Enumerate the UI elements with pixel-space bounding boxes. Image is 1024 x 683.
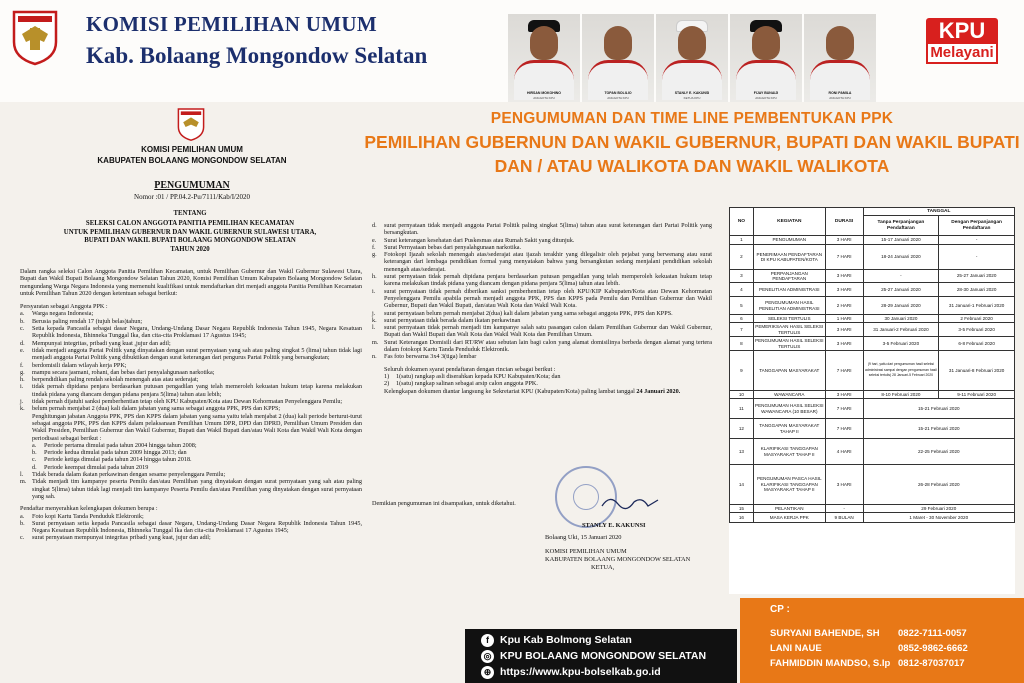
cell-tanpa: 30 Januari 2020 [863, 315, 939, 323]
timeline-title-line3: DAN / ATAU WALIKOTA DAN WAKIL WALIKOTA [494, 156, 890, 176]
cell-dengan: 28-30 Januari 2020 [939, 283, 1015, 297]
cell-no: 16 [730, 513, 754, 523]
list-marker: 1) [384, 372, 390, 380]
cell-durasi: 3 HARI [825, 323, 863, 337]
list-item [372, 317, 712, 324]
contact-row [770, 628, 1020, 639]
list-marker: k. [372, 316, 377, 324]
member-photo [730, 14, 802, 102]
cell-tanpa: 28-29 Januari 2020 [863, 297, 939, 315]
list-text: Periode keempat dimulai pada tahun 2019 [44, 463, 149, 471]
list-text: Berusia paling rendah 17 (tujuh belas)tahun; [32, 317, 143, 325]
list-item [32, 449, 362, 456]
cell-dengan: 3-5 Februari 2020 [939, 323, 1015, 337]
cell-no: 7 [730, 323, 754, 337]
cell-durasi: 7 HARI [825, 399, 863, 419]
list-text: Foto kopi Kartu Tanda Penduduk Elektronik; [32, 512, 144, 520]
list-marker: d. [372, 222, 377, 229]
list-text: mampu secara jasmani, rohani, dan bebas dari penyalahgunaan narkotika; [32, 368, 215, 376]
cell-durasi: 4 HARI [825, 439, 863, 465]
cell-dengan: 6-8 Februari 2020 [939, 337, 1015, 351]
facebook-icon: f [481, 634, 494, 647]
cell-no: 4 [730, 283, 754, 297]
cell-no: 5 [730, 297, 754, 315]
header-title [86, 12, 427, 69]
member-name: FIJAY BUNAIJI [753, 91, 779, 95]
periods-list [20, 442, 362, 471]
list-marker: a. [20, 310, 25, 318]
list-item [20, 398, 362, 405]
timeline-row [730, 315, 1015, 323]
cell-durasi: 3 HARI [825, 337, 863, 351]
doc-subject-line: UNTUK PEMILIHAN GUBERNUR DAN WAKIL GUBERNUR SULAWESI UTARA, [63, 228, 317, 236]
list-marker: f. [20, 361, 24, 369]
timeline-table [729, 207, 1015, 523]
kpu-melayani-badge [926, 18, 998, 66]
cell-no: 15 [730, 505, 754, 513]
timeline-title-line2: PEMILIHAN GUBERNUN DAN WAKIL GUBERNUR, BUPATI DAN WAKIL BUPATI [364, 132, 1020, 152]
list-item [20, 376, 362, 383]
list-text: tidak pernah dijatuhi sanksi pemberhentian tetap oleh KPU Kabupaten/Kota atau Dewan Kehormatan Penyelenggara Pemilu; [32, 398, 343, 406]
timeline-row [730, 399, 1015, 419]
contact-name: FAHMIDDIN MANDSO, S.Ip [770, 658, 891, 669]
list-marker: d. [32, 463, 37, 471]
contact-phone[interactable]: 0812-87037017 [898, 658, 965, 669]
timeline-row [730, 236, 1015, 245]
cell-kegiatan: TANGGAPAN MASYARAKAT [753, 351, 825, 391]
list-text: tidak pernah dipidana penjara berdasarkan putusan pengadilan yang telah memeroleh kekuatan hukum tetap karena melakukan tindak pidana yang diancam dengan pidana penjara 5(lima) tahun atau lebih; [32, 383, 362, 398]
list-marker: a. [20, 512, 25, 520]
list-text: Tidak menjadi tim kampanye peserta Pemilu dan/atau Pemilihan yang dinyatakan dengan surat pernyataan yang sah atau paling singkat 5(lima) tahun tidak lagi menjadi tim kampanye Peserta Pemilu dan/atau Pemilihan yang dinyatakan dengan surat pernyataan yang sah. [32, 478, 362, 500]
cell-durasi: 3 HARI [825, 236, 863, 245]
col-header-tanggal: TANGGAL [863, 208, 1014, 216]
cell-kegiatan: TANGGAPAN MASYARAKAT TAHAP II [753, 419, 825, 439]
list-text: 1(satu) rangkap salinan sebagai arsip calon anggota PPK. [396, 380, 538, 388]
member-photo [508, 14, 580, 102]
doc-intro: Dalam rangka seleksi Calon Anggota Panitia Pemilihan Kecamatan, untuk Pemilihan Gubernur dan Wakil Gubernur Sulawesi Utara, Bupati dan Wakil Bupati Bolaang Mongondow Selatan Tahun 2020, Komisi Pemilihan Umum Kabupaten Bolaang Mongondow Selatan mengundang Warga Negara Indonesia yang memenuhi kualifikasi untuk mendaftarkan diri menjadi anggota Panitia Pemilihan Kecamatan untuk Pemilihan Tahun 2020 dengan ketentuan sebagai berikut: [20, 268, 362, 297]
cell-durasi: 3 HARI [825, 270, 863, 283]
list-marker: k. [20, 405, 25, 413]
list-item [20, 513, 362, 520]
instagram-icon: ◎ [481, 650, 494, 663]
list-text: Periode pertama dimulai pada tahun 2004 hingga tahun 2008; [44, 441, 197, 449]
cell-kegiatan: WAWANCARA [753, 391, 825, 399]
list-item [20, 340, 362, 347]
cell-no: 14 [730, 465, 754, 505]
member-role: ANGGOTA KPU [829, 96, 851, 100]
list-item [384, 380, 712, 387]
list-text: Setia kepada Pancasila sebagai dasar Negara, Undang-Undang Dasar Negara Republik Indonesia Tahun 1945, Negara Kesatuan Republik Indonesia, Bhinneka Tunggal Ika, dan cita-cita Proklamasi 17 Agustus 1945; [32, 325, 362, 340]
list-text: 1(satu) rangkap asli diserahkan kepada KPU Kabupaten/Kota; dan [396, 372, 561, 380]
cell-durasi: 3 HARI [825, 391, 863, 399]
doc-tentang: TENTANG [173, 210, 207, 217]
list-text: Surat Pernyataan bebas dari penyalahgunaan narkotika. [384, 243, 522, 251]
list-text: Surat Keterangan Domisili dari RT/RW atau sebutan lain bagi calon yang alamat domisilinya berbeda dengan alamat yang tertera dalam fotokopi Kartu Tanda Penduduk Elektronik. [384, 338, 712, 354]
kpu-logo-icon [10, 8, 60, 66]
member-photos [508, 14, 878, 104]
list-marker: e. [20, 346, 25, 354]
doc-org-line1: KOMISI PEMILIHAN UMUM [141, 145, 243, 154]
list-text: surat pernyataan tidak pernah menjadi tim kampanye salah satu pasangan calon dalam Pemilihan Gubernur dan Wakil Gubernur, Bupati dan Wakil Bupati dan Wali Kota dan Wakil Wali Kota dan Pemilihan Umum. [384, 324, 712, 339]
doc-signature-block [545, 534, 715, 572]
timeline-row [730, 419, 1015, 439]
cell-tanpa: 1 Maret - 30 November 2020 [863, 513, 1014, 523]
cell-tanpa: 22-25 Februari 2020 [863, 439, 1014, 465]
place-date: Bolaang Uki, 15 Januari 2020 [545, 534, 622, 541]
cell-tanpa: 8-10 Februari 2020 [863, 391, 939, 399]
col-header-tanpa: Tanpa Perpanjangan Pendaftaran [863, 216, 939, 236]
cell-dengan: 9-11 Februari 2020 [939, 391, 1015, 399]
member-role: ANGGOTA KPU [533, 96, 555, 100]
list-text: surat pernyataan mempunyai integritas pribadi yang kuat, jujur dan adil; [32, 534, 211, 542]
list-text: Surat keterangan kesehatan dari Puskesmas atau Rumah Sakit yang ditunjuk. [384, 236, 575, 244]
cell-tanpa: 15-21 Februari 2020 [863, 399, 1014, 419]
list-item [20, 520, 362, 535]
signature-icon [600, 492, 660, 512]
list-text: Surat pernyataan setia kepada Pancasila sebagai dasar Negara, Undang-Undang Dasar Negara Republik Indonesia Tahun 1945, Negara Kesatuan Republik Indonesia, Bhinneka Tunggal Ika dan cita-cita Proklamasi 17 Agustus 1945; [32, 519, 362, 535]
member-name: STANLY E. KAKUNSI [674, 91, 710, 95]
cell-kegiatan: PENGUMUMAN HASIL PENELITIAN ADMINISTRASI [753, 297, 825, 315]
cell-kegiatan: MASA KERJA PPK [753, 513, 825, 523]
sign-org2: KABUPATEN BOLAANG MONGONDOW SELATAN [545, 556, 691, 563]
cell-no: 12 [730, 419, 754, 439]
submission-list [372, 373, 712, 388]
list-marker: j. [20, 398, 24, 406]
timeline-row [730, 391, 1015, 399]
contact-name: SURYANI BAHENDE, SH [770, 628, 880, 639]
req-heading: Persyaratan sebagai Anggota PPK : [20, 303, 108, 311]
list-item [20, 362, 362, 369]
instagram-link[interactable] [481, 648, 706, 664]
cell-durasi: - [825, 505, 863, 513]
timeline-row [730, 297, 1015, 315]
contact-label: CP : [770, 604, 790, 615]
timeline-row [730, 283, 1015, 297]
cell-no: 10 [730, 391, 754, 399]
doc-heading: PENGUMUMAN [154, 180, 230, 191]
doc-closing: Demikian pengumuman ini disampaikan, untuk diketahui. [372, 500, 516, 507]
cell-no: 2 [730, 245, 754, 270]
cell-tanpa: 31 Januari-2 Februari 2020 [863, 323, 939, 337]
cell-no: 13 [730, 439, 754, 465]
timeline-body [730, 236, 1015, 523]
list-marker: l. [20, 471, 24, 479]
list-marker: c. [32, 456, 37, 464]
cell-kegiatan: KLARIFIKASI TANGGAPAN MASYARAKAT TAHAP II [753, 439, 825, 465]
cell-dengan: 25-27 Januari 2020 [939, 270, 1015, 283]
list-text: Fotokopi Ijazah sekolah menengah atas/sederajat atau ijazah terakhir yang dilegalisir oleh pejabat yang berwenang atau surat keterangan dari lembaga pendidikan formal yang menyatakan bahwa yang bersangkutan sedang menjalani pendidikan sekolah menengah atas/sederajat. [384, 251, 712, 273]
social-media-bar [465, 629, 737, 683]
cell-no: 9 [730, 351, 754, 391]
list-text: Periode kedua dimulai pada tahun 2009 hingga 2013; dan [44, 449, 187, 457]
header [0, 0, 1024, 102]
member-role: ANGGOTA KPU [607, 96, 629, 100]
list-marker: g. [372, 251, 377, 259]
col-header-kegiatan: KEGIATAN [753, 208, 825, 236]
list-marker: c. [20, 534, 25, 542]
docs-heading: Pendaftar menyerahkan kelengkapan dokumen berupa : [20, 505, 158, 513]
cell-tanpa: 26-28 Februari 2020 [863, 465, 1014, 505]
cell-dengan: - [939, 236, 1015, 245]
list-marker: n. [372, 353, 377, 361]
list-marker: m. [372, 338, 379, 346]
timeline-table-wrap [729, 207, 1015, 594]
list-marker: l. [372, 324, 376, 332]
req-k-note: Penghitungan jabatan Anggota PPK, PPS dan KPPS dalam jabatan yang sama yaitu telah menjabat 2 (dua) kali periode berturut-turut sebagai anggota PPK, PPS dan KPPS dalam pelaksanaan Pemilihan Umum DPR, DPD dan DPRD, Pemilihan Umum Presiden dan Wakil Presiden, Pemilihan Gubernur dan Wakil Gubernur, Bupati dan Wakil Bupati dan/atau Wali Kota dan Wakil Wali Kota dengan periodisasi sebagai berikut : [32, 412, 362, 442]
cell-kegiatan: PENGUMUMAN HASIL SELEKSI WAWANCARA (10 BESAR) [753, 399, 825, 419]
cell-kegiatan: SELEKSI TERTULIS [753, 315, 825, 323]
list-text: Fas foto berwarna 3x4 3(tiga) lembar [384, 353, 477, 361]
list-item [20, 325, 362, 340]
list-marker: h. [20, 376, 25, 384]
announcement-document [0, 102, 720, 683]
cell-tanpa: 15-17 Januari 2020 [863, 236, 939, 245]
timeline-row [730, 351, 1015, 391]
list-marker: f. [372, 243, 376, 251]
list-item [372, 273, 712, 288]
badge-bottom: Melayani [926, 44, 998, 64]
cell-kegiatan: PEMERIKSAAN HASIL SELEKSI TERTULIS [755, 324, 824, 335]
list-marker: b. [20, 519, 25, 527]
timeline-row [730, 337, 1015, 351]
header-title-line2: Kab. Bolaang Mongondow Selatan [86, 43, 428, 68]
list-text: surat pernyataan tidak pernah diberikan sanksi pemberhentian tetap oleh KPU/KIP Kabupaten/Kota atau Dewan Kehormatan Penyelenggara Pemilu apabila pernah menjadi anggota PPK, PPS dan KPPS pada Pemilu dan Pemilihan Gubernur dan Wakil Gubernur, Bupati dan Wakil Bupati, dan/atau Wali Kota dan Wakil Wali Kota. [384, 287, 712, 310]
member-role: KETUA KPU [683, 96, 701, 100]
list-item [20, 383, 362, 398]
doc-subject-line: BUPATI DAN WAKIL BUPATI BOLAANG MONGONDOW SELATAN [84, 237, 296, 245]
col-header-dengan: Dengan Perpanjangan Pendaftaran [939, 216, 1015, 236]
badge-top: KPU [926, 18, 998, 44]
list-marker: m. [20, 478, 27, 486]
cell-kegiatan: PERPANJANGAN PENDAFTARAN [753, 270, 825, 283]
facebook-label: Kpu Kab Bolmong Selatan [500, 634, 632, 646]
deadline-date: 24 Januari 2020. [636, 387, 681, 395]
contact-phone[interactable]: 0852-9862-6662 [898, 643, 968, 654]
list-text: berdomisili dalam wilayah kerja PPK; [32, 361, 127, 369]
cell-kegiatan: PENERIMAAN PENDAFTARAN DI KPU KABUPATEN/KOTA [753, 245, 825, 270]
cell-no: 3 [730, 270, 754, 283]
timeline-row [730, 270, 1015, 283]
timeline-row [730, 323, 1015, 337]
list-marker: h. [372, 273, 377, 281]
instagram-label: KPU BOLAANG MONGONDOW SELATAN [500, 650, 707, 662]
list-item [20, 318, 362, 325]
timeline-row [730, 505, 1015, 513]
doc-subject-line: SELEKSI CALON ANGGOTA PANITIA PEMILIHAN KECAMATAN [85, 220, 295, 228]
cell-kegiatan: PELANTIKAN [753, 505, 825, 513]
list-text: surat pernyataan belum pernah menjabat 2(dua) kali dalam jabatan yang sama sebagai anggota PPK, PPS dan KPPS. [384, 309, 673, 317]
member-name: HIRSAN MOKOHINO [526, 91, 562, 95]
member-role: ANGGOTA KPU [755, 96, 777, 100]
sign-org1: KOMISI PEMILIHAN UMUM [545, 548, 627, 555]
contact-phone[interactable]: 0822-7111-0057 [898, 628, 967, 639]
cell-durasi: 3 HARI [825, 283, 863, 297]
list-item [20, 534, 362, 541]
cell-no: 11 [730, 399, 754, 419]
doc-column-left [20, 268, 362, 542]
list-item [372, 288, 712, 310]
cell-kegiatan: PENELITIAN ADMINISTRASI [753, 283, 825, 297]
list-marker: e. [372, 236, 377, 244]
cell-no: 1 [730, 236, 754, 245]
doc-subject [20, 210, 360, 254]
cell-dengan: 31 Januari-8 Februari 2020 [939, 351, 1015, 391]
cell-dengan: 2 Februari 2020 [939, 315, 1015, 323]
list-item [32, 456, 362, 463]
cell-durasi: 7 HARI [825, 245, 863, 270]
doc-number: Nomor :01 / PP.04.2-Pu/7111/Kab/I/2020 [134, 193, 250, 201]
cell-no: 6 [730, 315, 754, 323]
list-marker: i. [20, 383, 24, 391]
timeline-row [730, 513, 1015, 523]
cell-durasi: 7 HARI [825, 419, 863, 439]
list-marker: b. [32, 449, 37, 457]
list-item [32, 442, 362, 449]
deadline [372, 388, 712, 395]
list-item [20, 347, 362, 362]
contact-panel [740, 598, 1024, 683]
contact-name: LANI NAUE [770, 643, 822, 654]
list-item [372, 310, 712, 317]
header-title-line1: KOMISI PEMILIHAN UMUM [86, 12, 377, 36]
cell-durasi: 7 HARI [825, 351, 863, 391]
timeline-title [360, 108, 1024, 178]
list-item [20, 471, 362, 478]
list-text: berpendidikan paling rendah sekolah menengah atas atau sederajat; [32, 376, 199, 384]
contact-row [770, 658, 1020, 669]
doc-org-line2: KABUPATEN BOLAANG MONGONDOW SELATAN [97, 156, 287, 165]
list-item [20, 310, 362, 317]
list-text: surat pernyataan tidak berada dalam ikatan perkawinan [384, 316, 521, 324]
list-item [20, 478, 362, 500]
doc-organization [92, 144, 292, 166]
timeline-row [730, 439, 1015, 465]
list-marker: d. [20, 339, 25, 347]
doc-subject-line: TAHUN 2020 [170, 245, 210, 253]
cell-durasi: 1 HARI [825, 315, 863, 323]
timeline-title-line1: PENGUMUMAN DAN TIME LINE PEMBENTUKAN PPK [490, 110, 894, 127]
facebook-link[interactable] [481, 632, 632, 648]
website-label: https://www.kpu-bolselkab.go.id [500, 666, 661, 678]
list-marker: c. [20, 325, 25, 333]
kpu-logo-icon [176, 106, 206, 142]
col-header-durasi: DURASI [825, 208, 863, 236]
list-marker: b. [20, 317, 25, 325]
cell-tanpa: 29 Februari 2020 [863, 505, 1014, 513]
list-item [32, 464, 362, 471]
website-link[interactable] [481, 664, 661, 680]
list-text: Periode ketiga dimulai pada tahun 2014 hingga tahun 2018. [44, 456, 192, 464]
list-marker: a. [32, 441, 37, 449]
list-item [20, 405, 362, 412]
signer-name: STANLY E. KAKUNSI [582, 522, 646, 529]
timeline-row [730, 465, 1015, 505]
member-name: TOPAN BOLILIO [604, 91, 632, 95]
list-item [372, 251, 712, 273]
list-item [372, 237, 712, 244]
list-text: Warga negara Indonesia; [32, 310, 94, 318]
requirements-list-2 [20, 471, 362, 500]
cell-kegiatan: PENGUMUMAN PASCA HASIL KLARIFIKASI TANGGAPAN MASYARAKAT TAHAP II [753, 465, 825, 505]
cell-kegiatan: PENGUMUMAN [753, 236, 825, 245]
list-marker: i. [372, 287, 376, 295]
contact-row [770, 643, 1020, 654]
cell-dengan: 31 Januari-1 Februari 2020 [939, 297, 1015, 315]
documents-list-2 [372, 222, 712, 361]
list-item [372, 353, 712, 360]
list-marker: 2) [384, 380, 390, 388]
documents-list [20, 513, 362, 542]
list-marker: j. [372, 309, 376, 317]
list-item [372, 222, 712, 237]
cell-tanpa: (9 hari, yaitu dari pengumuman hasil seleksi administrasi sampai dengan pengumuman hasil seleksi tertulis) 28 Januari-5 Februari 2020 [863, 351, 939, 391]
cell-dengan: - [939, 245, 1015, 270]
doc-column-right [372, 222, 712, 395]
cell-durasi: 3 HARI [825, 465, 863, 505]
col-header-no: NO [730, 208, 754, 236]
list-item [20, 369, 362, 376]
list-item [372, 339, 712, 354]
timeline-row [730, 245, 1015, 270]
list-text: surat pernyataan tidak pernah dipidana penjara berdasarkan putusan pengadilan yang telah memperoleh kekuatan hukum tetap karena melakukan tindak pidana yang diancam dengan pidana penjara 5(lima) tahun atau lebih. [384, 273, 712, 288]
cell-tanpa: 3-5 Februari 2020 [863, 337, 939, 351]
list-item [372, 324, 712, 339]
cell-tanpa: 15-21 Februari 2020 [863, 419, 1014, 439]
list-text: belum pernah menjabat 2 (dua) kali dalam jabatan yang sama sebagai anggota PPK, PPS dan KPPS; [32, 405, 281, 413]
list-text: tidak menjadi anggota Partai Politik yang dinyatakan dengan surat pernyataan yang sah atau paling singkat 5 (lima) tahun tidak lagi menjadi anggota Partai Politik yang dibuktikan dengan surat keterangan dari pengurus Partai Politik yang bersangkutan; [32, 346, 362, 362]
list-item [384, 373, 712, 380]
list-item [372, 244, 712, 251]
submission-intro: Seluruh dokumen syarat pendaftaran dengan rincian sebagai berikut : [384, 365, 556, 373]
list-marker: g. [20, 368, 25, 376]
cell-no: 8 [730, 337, 754, 351]
list-text: Mempunyai integritas, pribadi yang kuat ,jujur dan adil; [32, 339, 171, 347]
sign-role: KETUA, [591, 564, 615, 571]
cell-tanpa: 18-24 Januari 2020 [863, 245, 939, 270]
cell-tanpa: 25-27 Januari 2020 [863, 283, 939, 297]
cell-tanpa: - [863, 270, 939, 283]
member-photo [582, 14, 654, 102]
cell-durasi: 9 BULAN [825, 513, 863, 523]
cell-durasi: 2 HARI [825, 297, 863, 315]
member-name: RONI PAMILA [828, 91, 852, 95]
deadline-text: Kelengkapan dokumen diantar langsung ke Sekretariat KPU (Kabupaten/Kota) paling lambat tanggal [384, 387, 635, 395]
cell-kegiatan: PENGUMUMAN HASIL SELEKSI TERTULIS [755, 338, 824, 349]
member-photo [656, 14, 728, 102]
member-photo [804, 14, 876, 102]
globe-icon: ⊕ [481, 666, 494, 679]
list-text: Tidak berada dalam ikatan perkawinan dengan sesame penyelenggara Pemilu; [32, 471, 226, 479]
requirements-list [20, 310, 362, 412]
list-text: surat pernyataan tidak menjadi anggota Partai Politik paling singkat 5(lima) tahun atau surat keterangan dari Partai Politik yang bersangkutan. [384, 222, 712, 237]
